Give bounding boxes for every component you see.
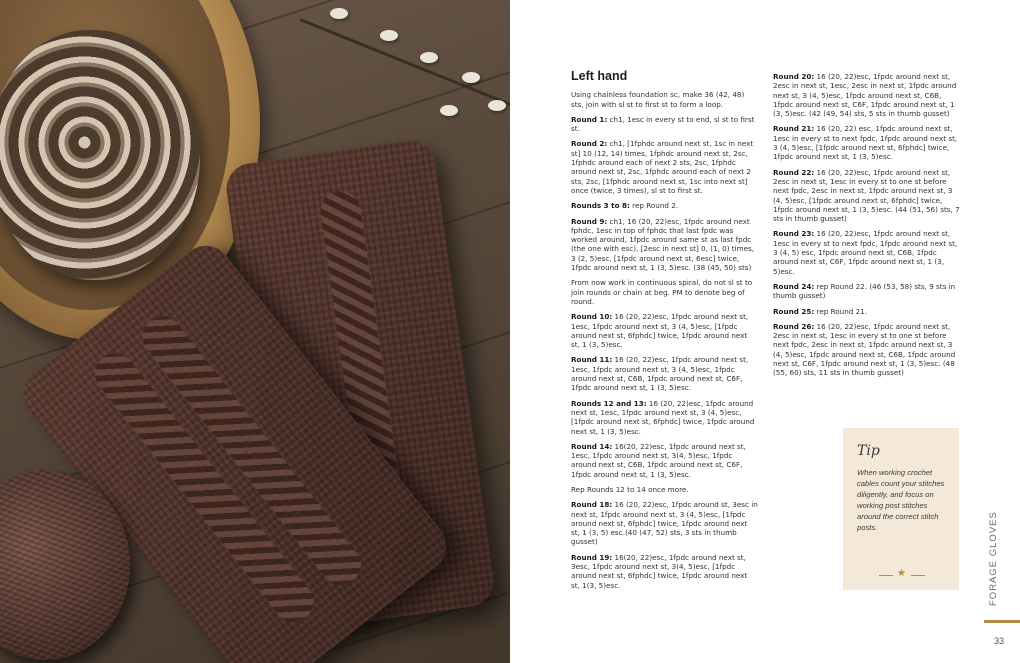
pattern-paragraph bbox=[571, 139, 758, 195]
tip-title: Tip bbox=[857, 443, 880, 459]
accent-bar bbox=[984, 620, 1020, 623]
pattern-paragraph bbox=[571, 442, 758, 479]
round-instructions: ch1, 1esc in every st to end, sl st to first st. bbox=[571, 114, 755, 134]
round-label: Round 10: bbox=[571, 312, 613, 322]
round-label: Round 14: bbox=[571, 441, 613, 451]
round-instructions: 16 (20, 22)esc, 1fpdc around st, 3esc in next st, 1fpdc around next st, 3 (4, 5)esc, [1fpdc around next st, 6fphdc] twice, 1fpdc around next st, 1 (3, 5) esc.(40 (47, 52) sts, 3 sts in thumb gusset) bbox=[571, 500, 758, 547]
round-label: Round 9: bbox=[571, 216, 608, 226]
pattern-paragraph bbox=[571, 485, 758, 494]
pattern-paragraph bbox=[571, 217, 758, 273]
pattern-paragraph bbox=[571, 201, 758, 210]
round-label: Round 25: bbox=[773, 306, 815, 316]
round-instructions: 16(20, 22)esc, 1fpdc around next st, 3esc, 1fpdc around next st, 3(4, 5)esc, [1fpdc around next st, 6fphdc] twice, 1fpdc around next st, 1(3, 5)esc. bbox=[571, 552, 748, 590]
round-label: Round 20: bbox=[773, 72, 815, 81]
round-instructions: 16 (20, 22)esc, 1fpdc around next st, 1esc, 1fpdc around next st, 3 (4, 5)esc, [1fpdc around next st, 6fphdc] twice, 1fpdc around next st, 1 (3, 5)esc. bbox=[571, 398, 755, 436]
pattern-paragraph bbox=[571, 312, 758, 349]
round-label: Round 19: bbox=[571, 552, 613, 562]
pattern-paragraph bbox=[571, 90, 758, 109]
pattern-paragraph bbox=[773, 307, 960, 316]
pattern-paragraph bbox=[773, 168, 960, 224]
pattern-paragraph bbox=[773, 229, 960, 275]
round-label: Rounds 12 and 13: bbox=[571, 398, 647, 408]
round-instructions: From now work in continuous spiral, do not sl st to join rounds or chain at beg. PM to denote beg of round. bbox=[571, 278, 753, 306]
pattern-paragraph bbox=[571, 278, 758, 306]
round-instructions: rep Round 2. bbox=[629, 201, 679, 211]
round-instructions: 16 (20, 22)esc, 1fpdc around next st, 2esc in next st, 1esc in every st to one st before next fpdc, 2esc in next st, 1fpdc around next st, 3 (4, 5)esc, [1fpdc around next st, 6fphdc] twice, 1fpdc around next st, 1 (3, 5)esc. (44 (51, 56) sts, 7 sts in thumb gusset) bbox=[773, 167, 960, 224]
round-label: Round 11: bbox=[571, 355, 613, 365]
round-label: Round 2: bbox=[571, 139, 608, 149]
pattern-paragraph bbox=[571, 399, 758, 436]
round-label: Round 26: bbox=[773, 321, 815, 331]
round-instructions: 16 (20, 22)esc, 1fpdc around next st, 2esc in next st, 1esc in every st to one st before next fpdc, 2esc in next st, 1fpdc around next st, 3 (4, 5)esc, 1fpdc around next st, C6B, 1fpdc around next st, C6F, 1fpdc around next st, 1 (3, 5)esc. (48 (55, 60) sts, 11 sts in thumb gusset) bbox=[773, 321, 956, 378]
page-number: 33 bbox=[994, 636, 1005, 646]
pattern-column-1 bbox=[571, 69, 758, 596]
round-label: Round 1: bbox=[571, 114, 608, 124]
round-label: Round 22: bbox=[773, 167, 815, 177]
round-instructions: rep Round 21. bbox=[814, 306, 868, 316]
round-instructions: 16 (20, 22) esc, 1fpdc around next st, 1esc in every st to next fpdc, 1fpdc around next st, 3 (4, 5)esc, [1fpdc around next st, 6fphdc] twice, 1fpdc around next st, 1 (3, 5)esc. bbox=[773, 124, 958, 162]
round-instructions: 16 (20, 22)esc, 1fpdc around next st, 1esc in every st to next fpdc, 1fpdc around next st, 3 (4, 5) esc, 1fpdc around next st, C6B, 1fpdc around next st, C6F, 1fpdc around next st, 1 (3, 5)esc. bbox=[773, 229, 958, 276]
round-instructions: 16(20, 22)esc, 1fpdc around next st, 1esc, 1fpdc around next st, 3(4, 5)esc, 1fpdc around next st, C6B, 1fpdc around next st, C6F, 1fpdc around next st, 1 (3, 5)esc. bbox=[571, 441, 746, 479]
tip-box bbox=[843, 428, 959, 590]
tip-body: When working crochet cables count your stitches diligently, and focus on working post stitches around the correct stitch posts. bbox=[857, 468, 945, 532]
round-instructions: ch1, 16 (20, 22)esc, 1fpdc around next fphdc, 1esc in top of fphdc that last fpdc was worked around, 1fpdc around same st as last fpdc (the one with esc), [2esc in next st] 0, (1, 0) times, 3 (2, 5)esc, [1fpdc around next st, 6esc] twice, 1fpdc around next st, 1 (3, 5)esc. (38 (45, 50) sts) bbox=[571, 216, 755, 273]
pattern-paragraph bbox=[773, 72, 960, 118]
round-instructions: 16 (20, 22)esc, 1fpdc around next st, 1esc, 1fpdc around next st, 3 (4, 5)esc, [1fpdc around next st, 6fphdc] twice, 1fpdc around next st, 1 (3, 5)esc. bbox=[571, 312, 749, 350]
pattern-paragraph bbox=[773, 124, 960, 161]
round-label: Round 23: bbox=[773, 229, 815, 239]
section-heading: Left hand bbox=[571, 69, 628, 83]
pattern-paragraph bbox=[773, 322, 960, 378]
tip-ornament bbox=[879, 568, 925, 579]
round-label: Round 21: bbox=[773, 124, 815, 134]
chapter-tab bbox=[972, 511, 1020, 610]
round-label: Round 24: bbox=[773, 281, 815, 291]
star-icon: ★ bbox=[897, 568, 906, 579]
pattern-paragraph bbox=[571, 355, 758, 392]
round-instructions: Using chainless foundation sc, make 36 (42, 48) sts, join with sl st to first st to form a loop. bbox=[571, 90, 745, 109]
pattern-paragraph bbox=[571, 500, 758, 546]
round-instructions: 16 (20, 22)esc, 1fpdc around next st, 1esc, 1fpdc around next st, 3 (4, 5)esc, 1fpdc around next st, C6B, 1fpdc around next st, C6F, 1fpdc around next st, 1 (3, 5)esc. bbox=[571, 355, 749, 393]
chapter-label: FORAGE GLOVES bbox=[988, 511, 999, 606]
round-label: Rounds 3 to 8: bbox=[571, 201, 630, 211]
pattern-paragraph bbox=[571, 553, 758, 590]
pattern-paragraph bbox=[773, 282, 960, 301]
round-instructions: Rep Rounds 12 to 14 once more. bbox=[571, 484, 689, 494]
pattern-column-2 bbox=[773, 72, 960, 384]
round-instructions: 16 (20, 22)esc, 1fpdc around next st, 2esc in next st, 1esc, 2esc in next st, 1fpdc around next st, 3 (4, 5)esc, 1fpdc around next st, C6B, 1fpdc around next st, C6F, 1fpdc around next st, 1 (3, 5)esc. (42 (49, 54) sts, 5 sts in thumb gusset) bbox=[773, 72, 957, 119]
round-label: Round 18: bbox=[571, 500, 613, 510]
round-instructions: ch1, [1fphdc around next st, 1sc in next st] 10 (12, 14) times, 1fphdc around next st, 2sc, 1fphdc around each of next 2 sts, 2sc, 1fphdc around next st, 2sc, 1fphdc around each of next 2 sts, 2sc, [1fphdc around next st, 1sc into next st] once (twice, 3 times), sl st to first st. bbox=[571, 139, 754, 195]
round-instructions: rep Round 22. (46 (53, 58) sts, 9 sts in thumb gusset) bbox=[773, 281, 956, 301]
pattern-paragraph bbox=[571, 115, 758, 134]
pattern-page bbox=[510, 0, 1020, 663]
